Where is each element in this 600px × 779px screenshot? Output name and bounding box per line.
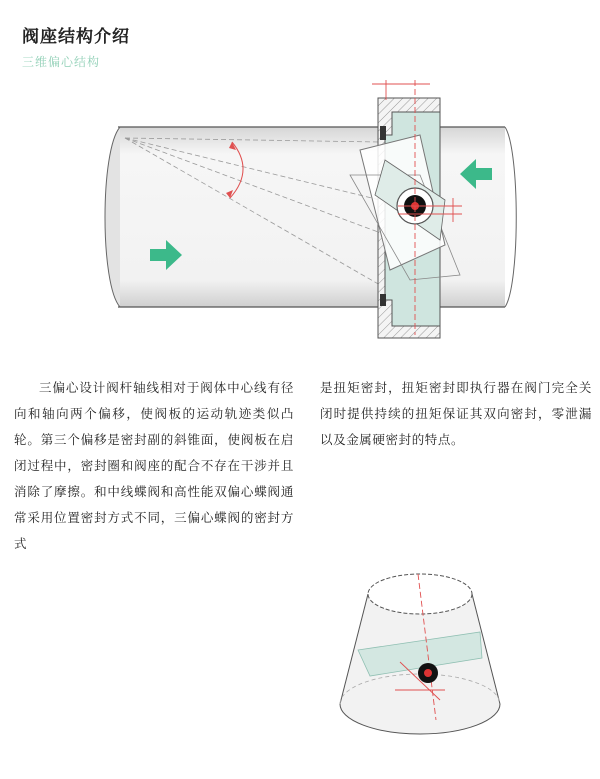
page-subtitle: 三维偏心结构 (22, 55, 101, 69)
cone-axis-lines (395, 574, 445, 720)
page-title: 阀座结构介绍 (22, 27, 130, 47)
cone-body (340, 574, 500, 734)
valve-pipe-diagram (0, 0, 600, 360)
description-paragraph-left: 三偏心设计阀杆轴线相对于阀体中心线有径向和轴向两个偏移，使阀板的运动轨迹类似凸轮。第三个偏移是密封副的斜锥面，使阀板在启闭过程中，密封圈和阀座的配合不存在干涉并且消除了摩擦。和中线蝶阀和高性能双偏心蝶阀通常采用位置密封方式不同，三偏心蝶阀的密封方式 (14, 380, 294, 551)
pipe-body (105, 127, 516, 307)
seat-plane (358, 632, 482, 676)
cone-shaft (418, 663, 438, 683)
description-paragraph-right: 是扭矩密封，扭矩密封即执行器在阀门完全关闭时提供持续的扭矩保证其双向密封，零泄漏以及金属硬密封的特点。 (320, 380, 592, 447)
